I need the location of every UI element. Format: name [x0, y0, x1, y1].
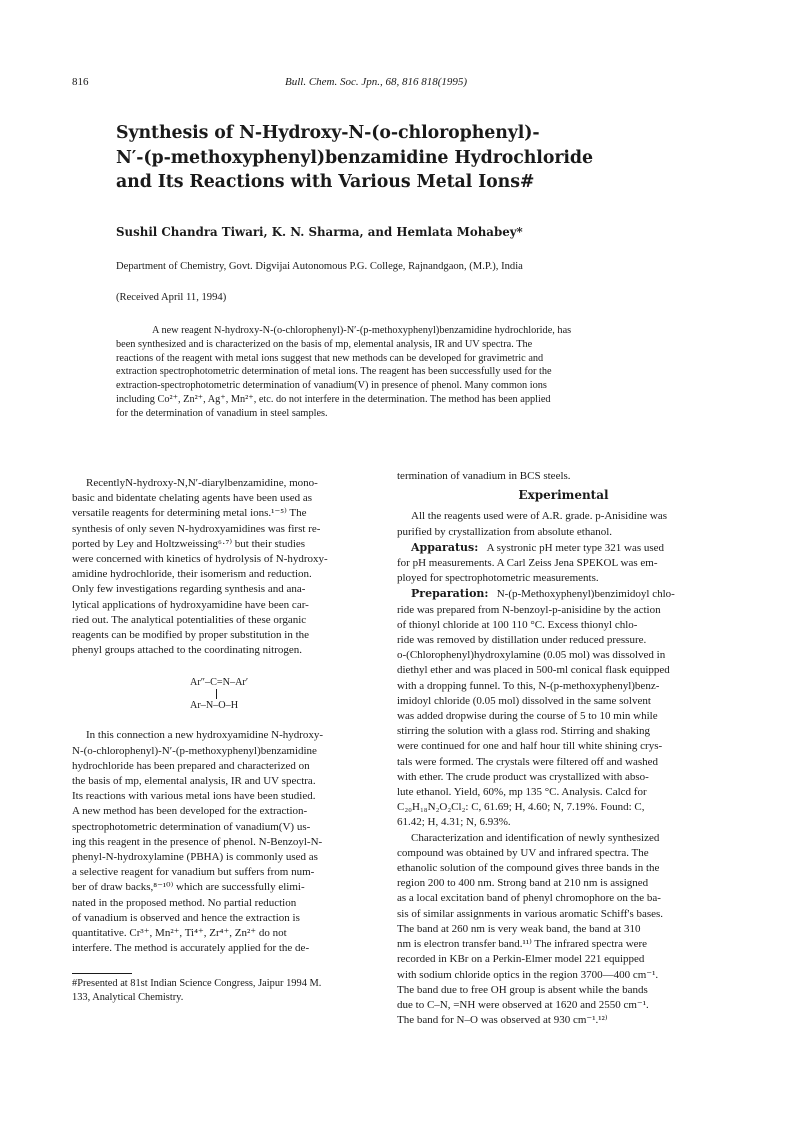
footnote-rule — [72, 973, 132, 974]
text-line: quantitative. Cr³⁺, Mn²⁺, Ti⁴⁺, Zr⁴⁺, Zn²⁺ do not — [72, 927, 287, 940]
article-title — [116, 121, 716, 195]
text-line: were continued for one and half hour till white shining crys- — [397, 740, 663, 753]
text-line: o-(Chlorophenyl)hydroxylamine (0.05 mol) was dissolved in — [397, 649, 666, 662]
right-column — [397, 469, 730, 1028]
text-line: spectrophotometric determination of vanadium(V) us- — [72, 820, 311, 833]
text-line: due to C–N, =NH were observed at 1620 and 2550 cm⁻¹. — [397, 998, 649, 1011]
text-line: compound was obtained by UV and infrared spectra. The — [397, 846, 649, 859]
text-line: lute ethanol. Yield, 60%, mp 135 °C. Analysis. Calcd for — [397, 786, 647, 799]
title-line: and Its Reactions with Various Metal Ions# — [116, 172, 535, 192]
abstract — [116, 324, 718, 421]
text-line: was added dropwise during the course of 5 to 10 min while — [397, 710, 658, 723]
preparation-text: N-(p-Methoxyphenyl)benzimidoyl chlo- — [496, 588, 675, 601]
text-line: were concerned with kinetics of hydrolysis of N-hydroxy- — [72, 553, 328, 566]
text-line: ethanolic solution of the compound gives three bands in the — [397, 862, 660, 875]
text-line: stirring the solution with a glass rod. Stirring and shaking — [397, 725, 650, 738]
text-line — [397, 540, 730, 556]
text-line: reagents can be modified by proper substitution in the — [72, 629, 310, 642]
text-line: The band for N–O was observed at 930 cm⁻¹.¹²⁾ — [397, 1014, 608, 1027]
text-line: ported by Ley and Holtzweissing⁶·⁷⁾ but their studies — [72, 537, 306, 550]
text-line: lytical applications of hydroxyamidine have been car- — [72, 598, 309, 611]
text-line: 61.42; H, 4.31; N, 6.93%. — [397, 816, 511, 829]
text-line: Characterization and identification of newly synthesized — [411, 831, 660, 844]
section-heading-experimental: Experimental — [518, 488, 609, 503]
text-line: hydrochloride has been prepared and characterized on — [72, 759, 310, 772]
text-line: All the reagents used were of A.R. grade. p-Anisidine was — [411, 510, 667, 523]
text-line: synthesis of only seven N-hydroxyamidines was first re- — [72, 522, 321, 535]
text-line: a selective reagent for vanadium but suffers from num- — [72, 866, 315, 879]
text-line: In this connection a new hydroxyamidine N-hydroxy- — [86, 729, 324, 742]
preparation-label: Preparation: — [411, 587, 489, 601]
connection-paragraph — [72, 728, 390, 956]
abstract-line: including Co²⁺, Zn²⁺, Ag⁺, Mn²⁺, etc. do not interfere in the determination. The method has been applied — [116, 393, 551, 405]
abstract-line: reactions of the reagent with metal ions suggest that new methods can be developed for gravimetric and — [116, 352, 544, 364]
text-line: tals were formed. The crystals were filtered off and washed — [397, 755, 659, 768]
text-line: ride was removed by distillation under reduced pressure. — [397, 634, 647, 647]
abstract-line: A new reagent N-hydroxy-N-(o-chlorophenyl)-N′-(p-methoxyphenyl)benzamidine hydrochloride, has — [152, 325, 572, 336]
text-line: Its reactions with various metal ions have been studied. — [72, 790, 316, 803]
abstract-line: extraction-spectrophotometric determination of vanadium(V) in presence of phenol. Many common ions — [116, 380, 547, 392]
text-line: imidoyl chloride (0.05 mol) dissolved in the same solvent — [397, 694, 651, 707]
text-line: ried out. The analytical potentialities of these organic — [72, 613, 307, 626]
text-line: Only few investigations regarding synthesis and ana- — [72, 583, 306, 596]
text-line — [397, 586, 730, 602]
text-line: recorded in KBr on a Perkin-Elmer model 221 equipped — [397, 953, 645, 966]
text-line: RecentlyN-hydroxy-N,N′-diarylbenzamidine, mono- — [86, 477, 318, 489]
text-line: sis of similar assignments in various aromatic Schiff's bases. — [397, 907, 664, 920]
formula-line: Ar–N–O–H — [190, 700, 239, 711]
formula-line: Ar″–C=N–Ar′ — [190, 677, 249, 688]
preparation-paragraph — [397, 586, 730, 830]
text-line: interfere. The method is accurately applied for the de- — [72, 942, 310, 955]
text-line: with a dropping funnel. To this, N-(p-methoxyphenyl)benz- — [397, 679, 660, 692]
apparatus-text: A systronic pH meter type 321 was used — [486, 541, 665, 554]
footnote — [72, 977, 321, 1005]
text-line: region 200 to 400 nm. Strong band at 210 nm is assigned — [397, 877, 649, 890]
text-line: ber of draw backs,⁸⁻¹⁰⁾ which are successfully elimi- — [72, 881, 305, 894]
apparatus-label: Apparatus: — [411, 540, 479, 554]
page-number: 816 — [72, 76, 89, 88]
abstract-line: for the determination of vanadium in steel samples. — [116, 407, 328, 419]
text-line: ing this reagent in the presence of phenol. N-Benzoyl-N- — [72, 835, 323, 848]
text-line: phenyl groups attached to the coordinating nitrogen. — [72, 644, 303, 657]
text-line: as a local excitation band of phenyl chromophore on the ba- — [397, 892, 661, 905]
authors: Sushil Chandra Tiwari, K. N. Sharma, and Hemlata Mohabey* — [116, 225, 523, 239]
text-line: diethyl ether and was placed in 500-ml conical flask equipped — [397, 664, 670, 677]
text-line: ployed for spectrophotometric measurements. — [397, 572, 599, 585]
title-line: Synthesis of N-Hydroxy-N-(o-chlorophenyl)- — [116, 123, 540, 143]
footnote-line: #Presented at 81st Indian Science Congress, Jaipur 1994 M. — [72, 978, 322, 989]
received-date: (Received April 11, 1994) — [116, 292, 227, 303]
characterization-paragraph — [397, 831, 730, 1029]
text-line: The band at 260 nm is very weak band, the band at 310 — [397, 922, 641, 935]
intro-paragraph — [72, 476, 390, 658]
text-line: C₂₀H₁₈N₂O₂Cl₂: C, 61.69; H, 4.60; N, 7.19%. Found: C, — [397, 801, 645, 814]
formula-bond — [216, 689, 217, 699]
text-line: The band due to free OH group is absent while the bands — [397, 983, 648, 996]
text-line: nated in the proposed method. No partial reduction — [72, 896, 297, 909]
abstract-line: been synthesized and is characterized on the basis of mp, elemental analysis, IR and UV spectra. The — [116, 338, 533, 350]
text-line: purified by crystallization from absolute ethanol. — [397, 525, 613, 538]
text-line: of thionyl chloride at 100 110 °C. Excess thionyl chlo- — [397, 618, 638, 631]
journal-citation: Bull. Chem. Soc. Jpn., 68, 816 818(1995) — [285, 76, 468, 88]
affiliation: Department of Chemistry, Govt. Digvijai Autonomous P.G. College, Rajnandgaon, (M.P.), India — [116, 261, 523, 272]
text-line: with ether. The crude product was crystallized with abso- — [397, 770, 649, 783]
reagents-paragraph — [397, 509, 730, 539]
text-line: for pH measurements. A Carl Zeiss Jena SPEKOL was em- — [397, 557, 658, 570]
text-line: phenyl-N-hydroxylamine (PBHA) is commonly used as — [72, 851, 318, 864]
text-line: ride was prepared from N-benzoyl-p-anisidine by the action — [397, 603, 661, 616]
apparatus-paragraph — [397, 540, 730, 587]
footnote-line: 133, Analytical Chemistry. — [72, 992, 184, 1003]
text-line: of vanadium is observed and hence the extraction is — [72, 911, 300, 924]
text-line: N-(o-chlorophenyl)-N′-(p-methoxyphenyl)benzamidine — [72, 744, 317, 757]
text-line: termination of vanadium in BCS steels. — [397, 470, 571, 482]
text-line: nm is electron transfer band.¹¹⁾ The infrared spectra were — [397, 938, 648, 951]
title-line: N′-(p-methoxyphenyl)benzamidine Hydrochloride — [116, 147, 593, 168]
text-line: basic and bidentate chelating agents have been used as — [72, 492, 313, 505]
text-line: the basis of mp, elemental analysis, IR and UV spectra. — [72, 775, 316, 788]
structural-formula — [190, 676, 248, 712]
abstract-line: extraction spectrophotometric determination of metal ions. The reagent has been successfully used for the — [116, 366, 552, 378]
text-line: amidine hydrochloride, their isomerism and reduction. — [72, 568, 312, 581]
text-line: A new method has been developed for the extraction- — [72, 805, 308, 818]
text-line: versatile reagents for determining metal ions.¹⁻⁵⁾ The — [72, 507, 307, 520]
text-line: with sodium chloride optics in the region 3700—400 cm⁻¹. — [397, 968, 659, 981]
left-column — [72, 476, 390, 956]
